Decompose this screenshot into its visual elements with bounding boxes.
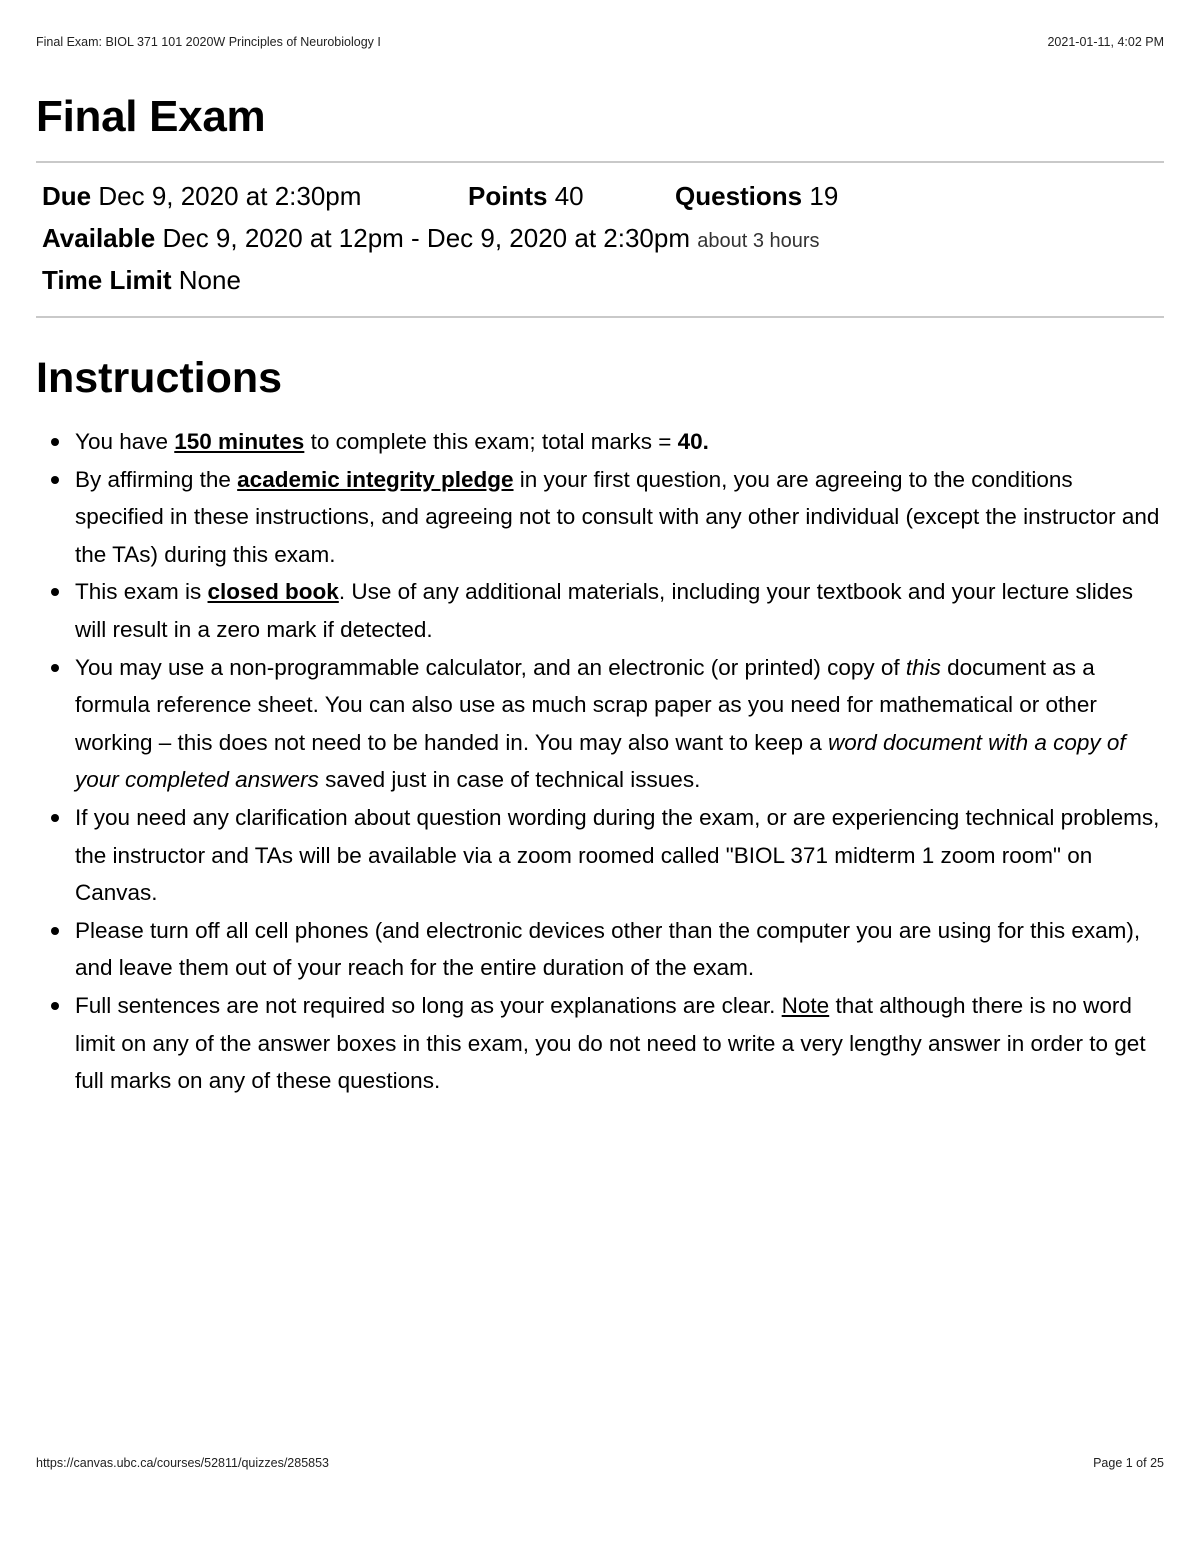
instructions-heading: Instructions [36,354,283,402]
due-label: Due [42,181,92,211]
top-divider [36,161,1164,163]
details-row-2 [42,222,838,264]
available-label: Available [42,223,156,253]
instruction-text: This exam is [75,579,208,605]
points-label: Points [468,181,548,211]
points-field [468,180,675,212]
instruction-emphasis: word document with a copy of your completed answers [75,729,1126,793]
due-field [42,180,468,212]
instruction-item [36,649,1166,799]
points-value: 40 [554,181,584,211]
details-row-1 [42,180,838,222]
due-value: Dec 9, 2020 at 2:30pm [98,181,362,211]
print-footer-page-number: Page 1 of 25 [1093,1456,1164,1470]
time-limit-value: None [178,265,241,295]
questions-label: Questions [675,181,803,211]
instruction-text: By affirming the [75,466,238,492]
print-header-timestamp: 2021-01-11, 4:02 PM [1047,35,1164,49]
print-header-title: Final Exam: BIOL 371 101 2020W Principles of Neurobiology I [36,35,381,49]
instructions-list [36,423,1166,1100]
page-title: Final Exam [36,92,266,141]
instruction-emphasis: this [905,654,941,680]
print-footer [36,1456,1164,1472]
instruction-item [36,799,1166,912]
print-header [36,35,1164,51]
questions-value: 19 [809,181,839,211]
instruction-item [36,573,1166,648]
instruction-text: You have [75,429,175,454]
instruction-text: Please turn off all cell phones (and electronic devices other than the computer you are using for this exam), and leave them out of your reach for the entire duration of the exam. [75,917,1141,981]
bottom-divider [36,316,1164,318]
instruction-item [36,987,1166,1100]
available-value: Dec 9, 2020 at 12pm - Dec 9, 2020 at 2:30pm [162,223,690,253]
instruction-item [36,461,1166,574]
instruction-text: If you need any clarification about question wording during the exam, or are experiencing technical problems, the instructor and TAs will be available via a zoom roomed called "BIOL 371 midterm 1 zoom room" on Canvas. [75,804,1160,906]
instruction-emphasis: closed book [207,579,339,605]
time-limit-label: Time Limit [42,265,172,295]
instruction-text: Full sentences are not required so long as your explanations are clear. [75,992,782,1018]
instruction-item [36,912,1166,987]
available-duration-note: about 3 hours [697,230,820,252]
instruction-text: document as a formula reference sheet. You can also use as much scrap paper as you need for mathematical or other working – this does not need to be handed in. You may also want to keep a [75,654,1097,755]
instruction-emphasis: academic integrity pledge [237,466,514,492]
instruction-text: . Use of any additional materials, including your textbook and your lecture slides will result in a zero mark if detected. [75,579,1133,642]
instruction-text: saved just in case of technical issues. [318,767,701,793]
instruction-emphasis: 150 minutes [174,429,305,454]
details-row-3 [42,264,838,306]
instruction-text: that although there is no word limit on any of the answer boxes in this exam, you do not need to write a very lengthy answer in order to get full marks on any of these questions. [75,992,1146,1094]
instruction-emphasis: Note [781,992,830,1018]
instruction-text: to complete this exam; total marks = [304,429,678,454]
print-footer-url: https://canvas.ubc.ca/courses/52811/quizzes/285853 [36,1456,330,1470]
instruction-item [36,423,1166,461]
quiz-details [42,180,838,306]
instruction-emphasis: 40. [677,429,709,454]
instruction-text: You may use a non-programmable calculator, and an electronic (or printed) copy of [75,654,906,680]
questions-field [675,180,838,212]
instruction-text: in your first question, you are agreeing to the conditions specified in these instructions, and agreeing not to consult with any other individual (except the instructor and the TAs) during this exam. [75,466,1160,567]
